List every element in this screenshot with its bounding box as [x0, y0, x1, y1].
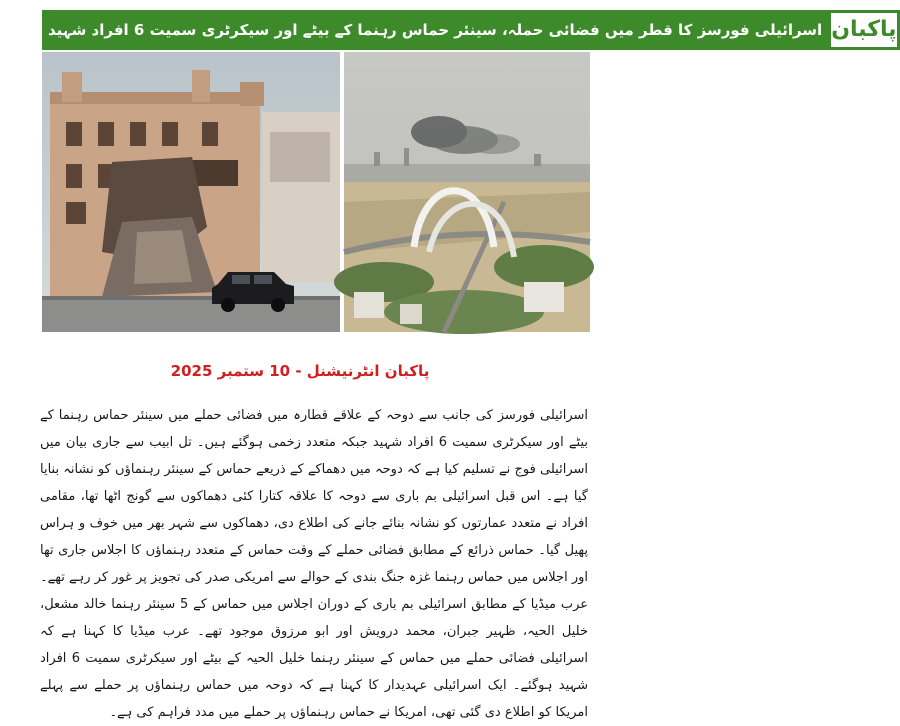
photo-row [42, 52, 590, 332]
damaged-building-photo [42, 52, 340, 332]
brand-logo: پاکبان [828, 10, 899, 50]
article-body: اسرائیلی فورسز کی جانب سے دوحہ کے علاقے قطارہ میں فضائی حملے میں سینئر حماس رہنما کے بیٹے اور سیکرٹری سمیت 6 افراد شہید جبکہ متعدد زخمی ہوگئے ہیں۔ تل ابیب سے جاری بیان میں اسرائیلی فوج نے تسلیم کیا ہے کہ دوحہ میں دھماکے کے ذریعے حماس کے سینئر رہنماؤں کو نشانہ بنایا گیا ہے۔ اس قبل اسرائیلی بم باری سے دوحہ کا علاقہ کتارا کئی دھماکوں سے گونج اٹھا تھا، مقامی افراد نے متعدد عمارتوں کو نشانہ بنائے جانے کی اطلاع دی، دھماکوں سے شہر بھر میں خوف و ہراس پھیل گیا۔ حماس ذرائع کے مطابق فضائی حملے کے وقت حماس کے متعدد رہنماؤں کا اجلاس جاری تھا اور اجلاس میں حماس رہنما غزہ جنگ بندی کے حوالے سے امریکی صدر کی تجویز پر غور کر رہے تھے۔ عرب میڈیا کے مطابق اسرائیلی بم باری کے دوران اجلاس میں حماس کے 5 سینئر رہنما خالد مشعل، خلیل الحیہ، ظہیر جبران، محمد درویش اور ابو مرزوق موجود تھے۔ عرب میڈیا کا کہنا ہے کہ اسرائیلی فضائی حملے میں حماس کے سینئر رہنما خلیل الحیہ کے بیٹے اور سیکرٹری سمیت 6 افراد شہید ہوگئے۔ ایک اسرائیلی عہدیدار کا کہنا ہے کہ دوحہ میں حماس رہنماؤں پر حملے سے پہلے امریکا کو اطلاع دی گئی تھی، امریکا نے حماس رہنماؤں پر حملے میں مدد فراہم کی ہے۔ [40, 408, 589, 720]
dateline: پاکبان انٹرنیشنل - 10 ستمبر 2025 [170, 362, 430, 380]
headline: اسرائیلی فورسز کا قطر میں فضائی حملہ، سینئر حماس رہنما کے بیٹے اور سیکرٹری سمیت 6 افراد شہید [42, 10, 828, 50]
header-banner [42, 10, 897, 50]
doha-skyline-smoke-photo [344, 52, 590, 332]
